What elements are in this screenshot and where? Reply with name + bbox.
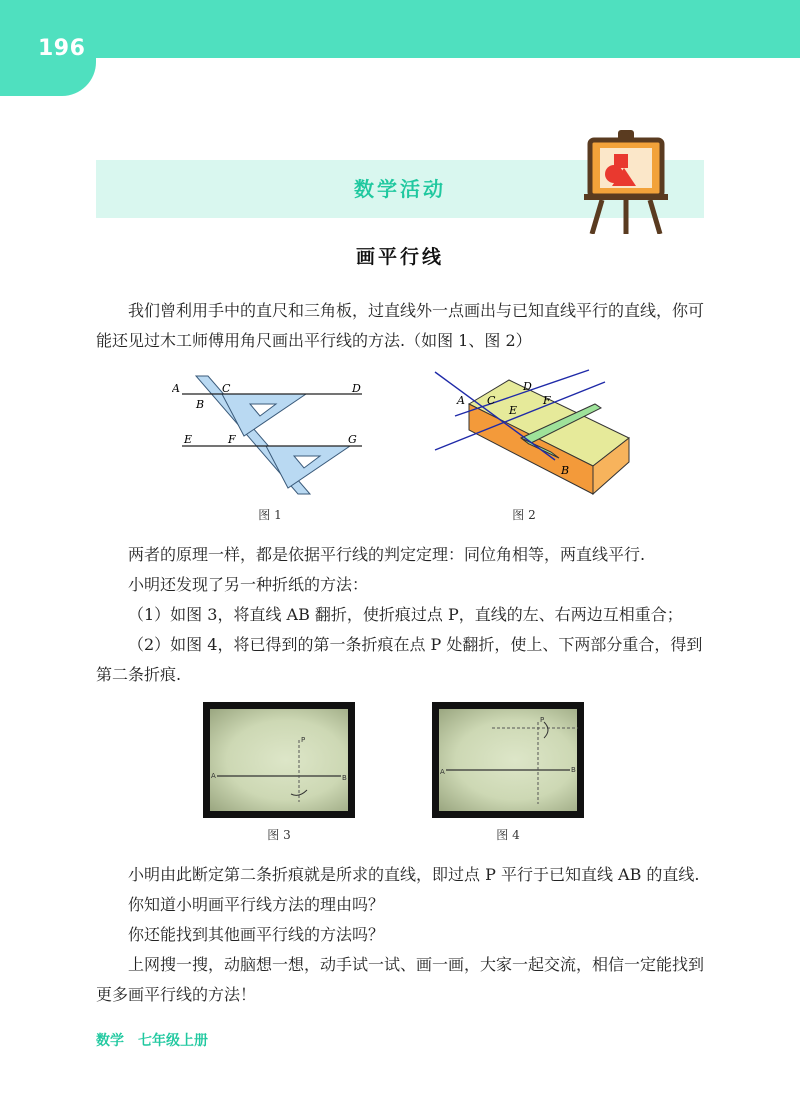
fig1-label-f: F xyxy=(228,433,236,446)
fig2-label-f: F xyxy=(543,394,551,407)
fig3-label-b: B xyxy=(342,774,347,782)
page-number: 196 xyxy=(38,36,86,61)
fig1-label-c: C xyxy=(222,382,231,395)
banner-title: 数学活动 xyxy=(354,177,446,201)
discover-paragraph: 小明还发现了另一种折纸的方法： xyxy=(128,575,369,594)
fig3-label-p: P xyxy=(301,736,306,744)
intro-paragraph: 我们曾利用手中的直尺和三角板，过直线外一点画出与已知直线平行的直线，你可能还见过木工师傅用角尺画出平行线的方法.（如图 1、图 2） xyxy=(96,301,705,350)
fig1-label-e: E xyxy=(184,433,193,446)
fig2-label-d: D xyxy=(523,380,532,393)
question-2-paragraph: 你还能找到其他画平行线的方法吗？ xyxy=(128,925,385,944)
fig4-label-b: B xyxy=(571,766,576,774)
fig2-label-b: B xyxy=(561,464,570,477)
top-header-band xyxy=(0,0,800,58)
fig1-label-g: G xyxy=(348,433,357,446)
figure-2-block-diagram xyxy=(425,366,635,500)
footer-book-title: 数学 七年级上册 xyxy=(96,1033,208,1049)
figure-4-caption: 图 4 xyxy=(496,828,520,842)
figure-1-ruler-diagram xyxy=(172,372,372,497)
fig2-label-c: C xyxy=(487,394,496,407)
closing-paragraph: 上网搜一搜，动脑想一想，动手试一试、画一画，大家一起交流，相信一定能找到更多画平行线的方法！ xyxy=(96,955,705,1004)
figure-4-photo xyxy=(432,702,584,818)
question-1-paragraph: 你知道小明画平行线方法的理由吗？ xyxy=(128,895,385,914)
fig3-label-a: A xyxy=(211,772,216,780)
conclude-paragraph: 小明由此断定第二条折痕就是所求的直线，即过点 P 平行于已知直线 AB 的直线. xyxy=(128,865,700,884)
fig1-label-a: A xyxy=(172,382,180,395)
section-title: 画平行线 xyxy=(355,246,444,268)
fig1-label-b: B xyxy=(196,398,205,411)
fig4-label-a: A xyxy=(440,768,445,776)
fig4-label-p: P xyxy=(540,716,545,724)
principle-paragraph: 两者的原理一样，都是依据平行线的判定定理：同位角相等，两直线平行. xyxy=(128,545,646,564)
easel-icon xyxy=(584,130,668,234)
figure-3-photo xyxy=(203,702,355,818)
fig2-label-a: A xyxy=(457,394,465,407)
step-1-paragraph: （1）如图 3，将直线 AB 翻折，使折痕过点 P，直线的左、右两边互相重合； xyxy=(128,605,683,624)
figure-2-caption: 图 2 xyxy=(512,508,536,522)
step-2-paragraph: （2）如图 4，将已得到的第一条折痕在点 P 处翻折，使上、下两部分重合，得到第二条折痕. xyxy=(96,635,703,684)
fig1-label-d: D xyxy=(352,382,361,395)
fig2-label-e: E xyxy=(509,404,518,417)
figure-3-caption: 图 3 xyxy=(267,828,291,842)
figure-1-caption: 图 1 xyxy=(258,508,282,522)
